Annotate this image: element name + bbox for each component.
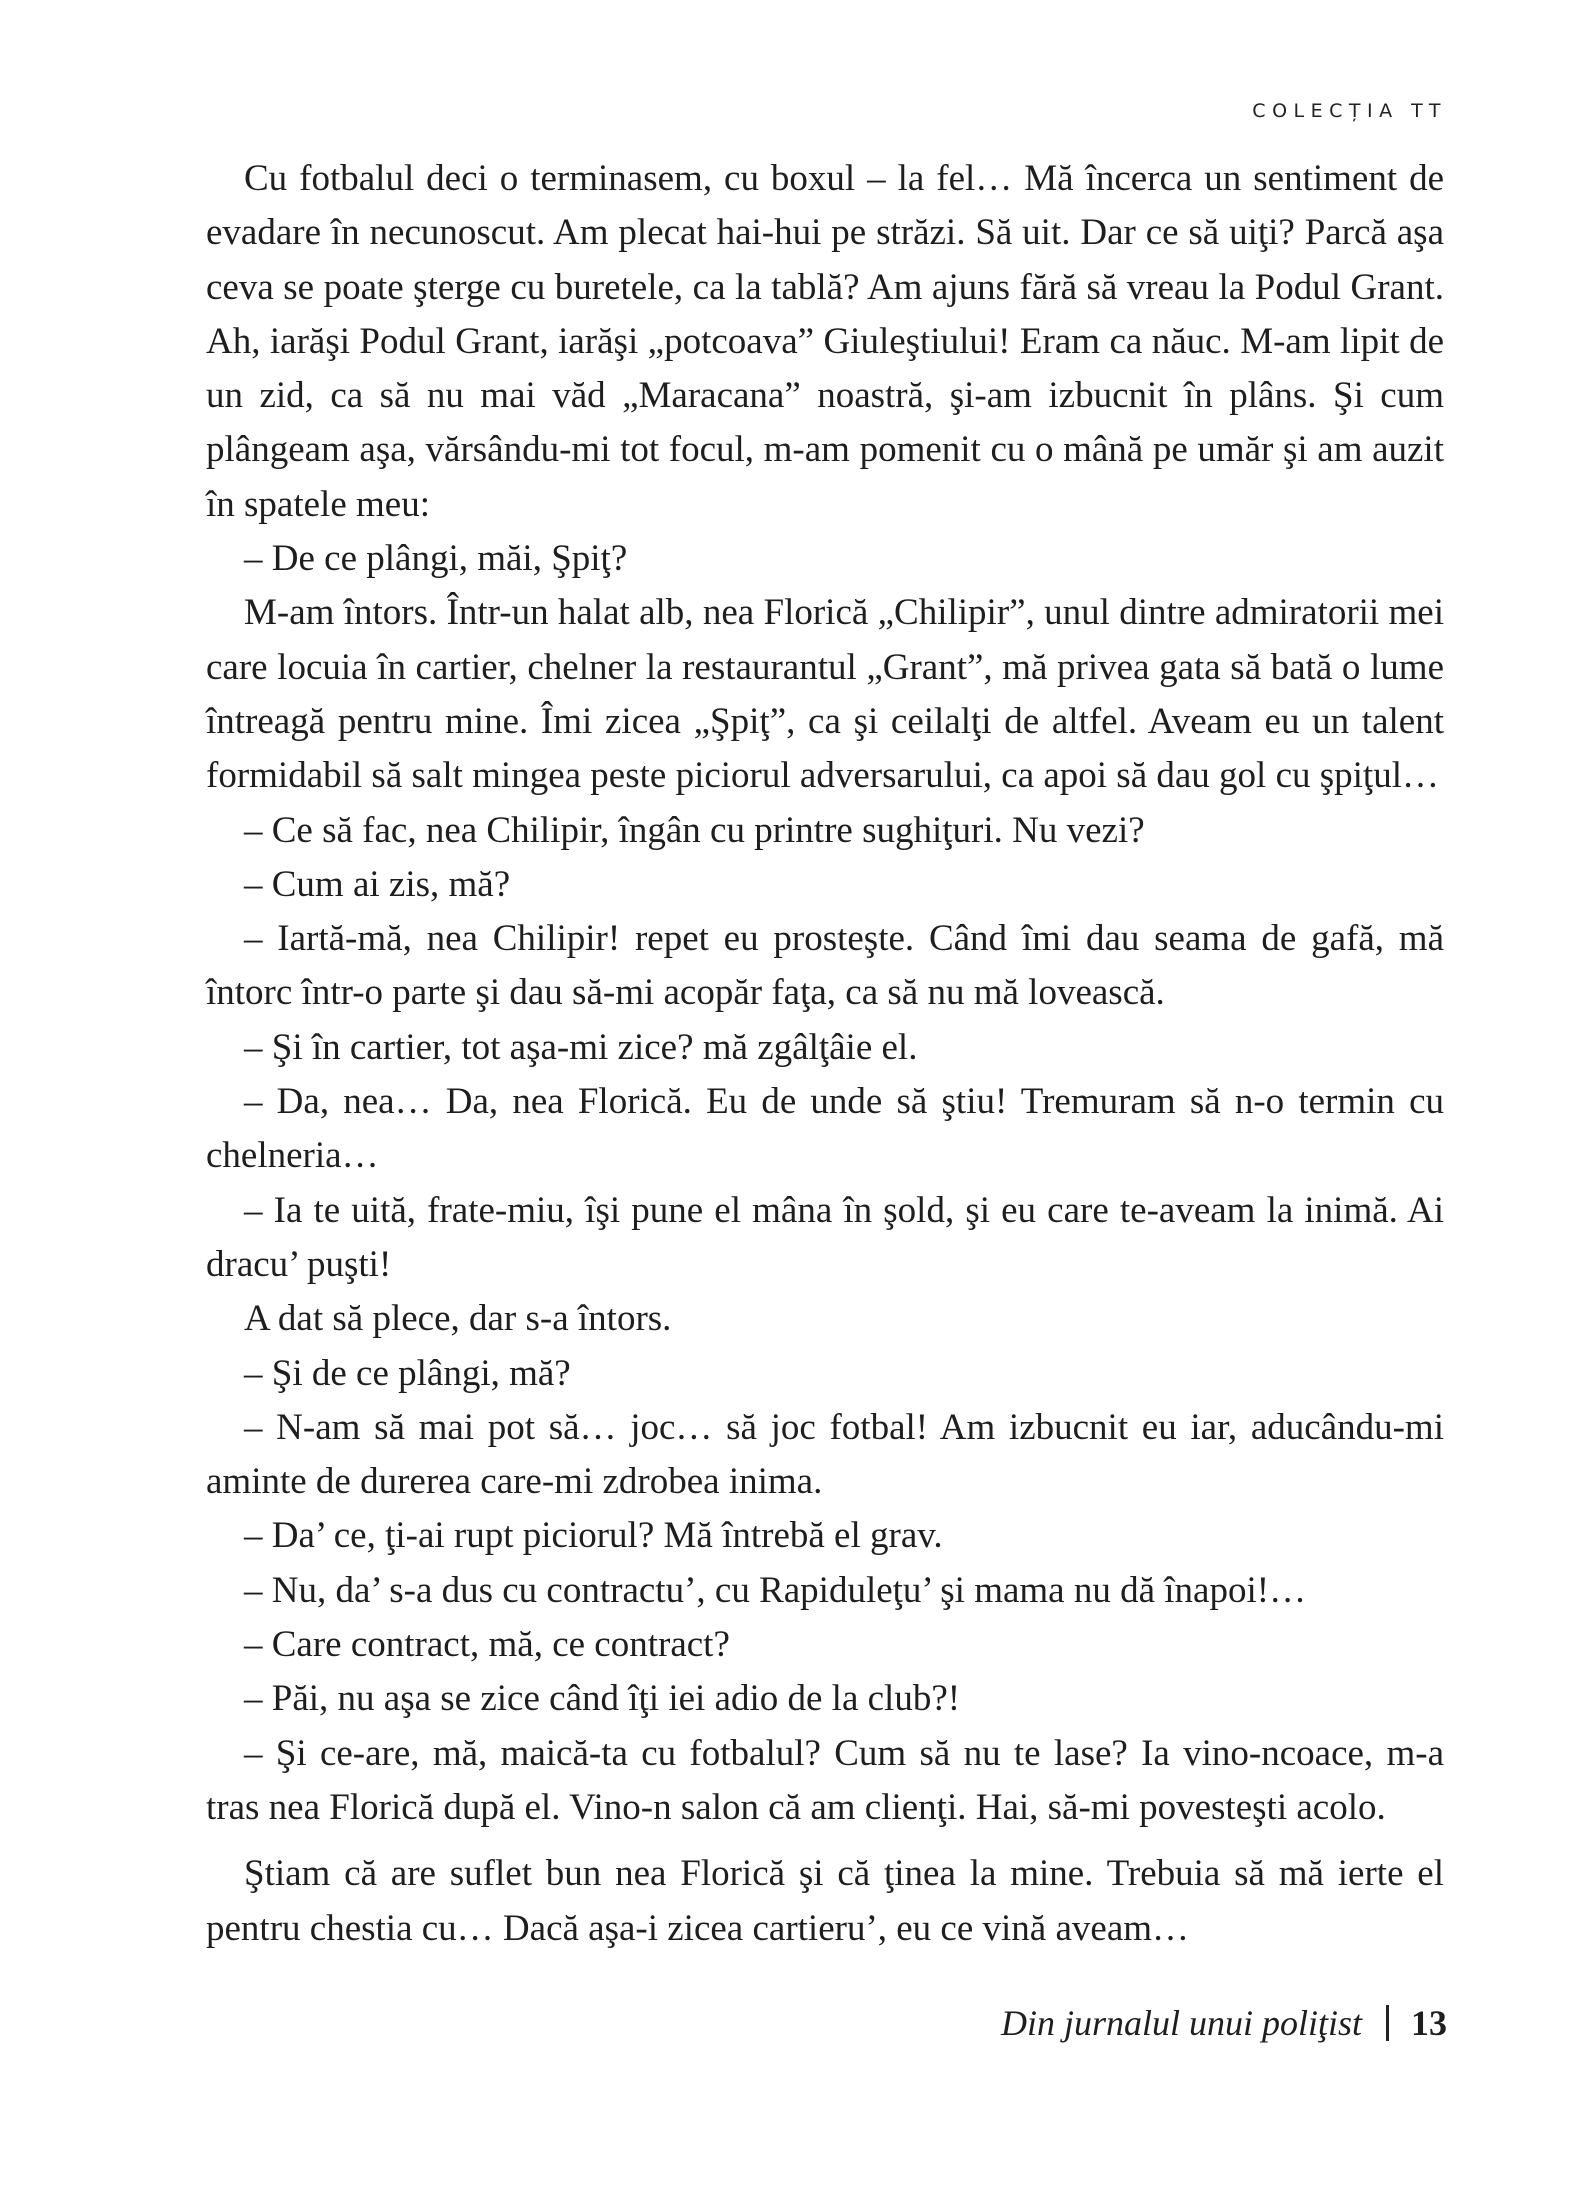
dialogue-line: – Şi de ce plângi, mă? xyxy=(244,1352,571,1394)
body-text xyxy=(206,152,1444,1956)
dialogue-line: – Şi în cartier, tot aşa-mi zice? mă zgâlţâie el. xyxy=(244,1026,918,1068)
dialogue-line: – De ce plângi, măi, Şpiţ? xyxy=(244,538,628,580)
paragraph: Ştiam că are suflet bun nea Florică şi că ţinea la mine. Trebuia să mă ierte el pentru chestia cu… Dacă aşa-i zicea cartieru’, eu ce vină aveam… xyxy=(206,1853,1444,1949)
paragraph: M-am întors. Într-un halat alb, nea Florică „Chilipir”, unul dintre admiratorii mei care locuia în cartier, chelner la restaurantul „Grant”, mă privea gata să bată o lume întreagă pentru mine. Îmi zicea „Şpiţ”, ca şi ceilalţi de altfel. Aveam eu un talent formidabil să salt mingea peste piciorul adversarului, ca apoi să dau gol cu şpiţul… xyxy=(206,592,1444,797)
dialogue-line: – Păi, nu aşa se zice când îţi iei adio de la club?! xyxy=(244,1678,961,1720)
paragraph: Cu fotbalul deci o terminasem, cu boxul – la fel… Mă încerca un sentiment de evadare în necunoscut. Am plecat hai-hui pe străzi. Să uit. Dar ce să uiţi? Parcă aşa ceva se poate şterge cu buretele, ca la tablă? Am ajuns fără să vreau la Podul Grant. Ah, iarăşi Podul Grant, iarăşi „potcoava” Giuleştiului! Eram ca năuc. M-am lipit de un zid, ca să nu mai văd „Maracana” noastră, şi-am izbucnit în plâns. Şi cum plângeam aşa, vărsându-mi tot focul, m-am pomenit cu o mână pe umăr şi am auzit în spatele meu: xyxy=(206,158,1444,525)
dialogue-line: – Ce să fac, nea Chilipir, îngân cu printre sughiţuri. Nu vezi? xyxy=(244,809,1145,851)
book-title: Din jurnalul unui poliţist xyxy=(1000,2003,1362,2043)
dialogue-line: – Şi ce-are, mă, maică-ta cu fotbalul? Cum să nu te lase? Ia vino-ncoace, m-a tras nea Florică după el. Vino-n salon că am clienţi. Hai, să-mi povesteşti acolo. xyxy=(206,1732,1444,1828)
dialogue-line: – Da, nea… Da, nea Florică. Eu de unde să ştiu! Tremuram să n-o termin cu chelneria… xyxy=(206,1081,1444,1177)
dialogue-line: – Cum ai zis, mă? xyxy=(244,863,511,905)
running-footer xyxy=(1001,2002,1447,2044)
dialogue-line: – N-am să mai pot să… joc… să joc fotbal! Am izbucnit eu iar, aducându-mi aminte de durerea care-mi zdrobea inima. xyxy=(206,1406,1444,1503)
dialogue-line: – Nu, da’ s-a dus cu contractu’, cu Rapiduleţu’ şi mama nu dă înapoi!… xyxy=(244,1569,1307,1611)
paragraph: A dat să plece, dar s-a întors. xyxy=(244,1298,672,1340)
page-number: 13 xyxy=(1411,2003,1447,2043)
running-header: COLECȚIA TT xyxy=(1252,100,1447,122)
dialogue-line: – Ia te uită, frate-miu, îşi pune el mâna în şold, şi eu care te-aveam la inimă. Ai dracu’ puşti! xyxy=(206,1189,1444,1285)
footer-divider xyxy=(1386,2005,1389,2041)
dialogue-line: – Care contract, mă, ce contract? xyxy=(244,1624,730,1666)
dialogue-line: – Iartă-mă, nea Chilipir! repet eu prosteşte. Când îmi dau seama de gafă, mă întorc într-o parte şi dau să-mi acopăr faţa, ca să nu mă lovească. xyxy=(206,918,1444,1014)
dialogue-line: – Da’ ce, ţi-ai rupt piciorul? Mă întrebă el grav. xyxy=(244,1515,943,1557)
